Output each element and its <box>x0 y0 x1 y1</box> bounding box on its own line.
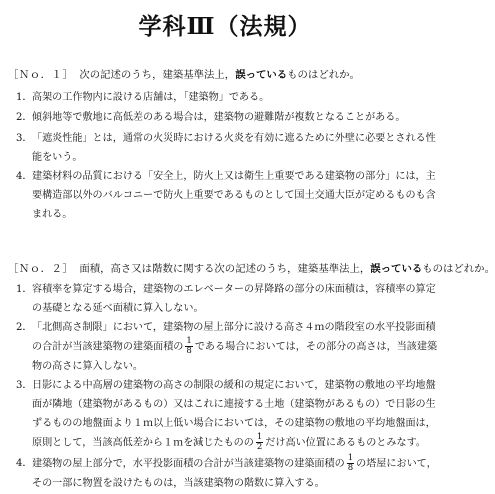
question-1-emphasis: 誤っている <box>235 69 288 81</box>
question-2-number: ［Ｎｏ．２］ <box>8 263 74 275</box>
question-1-stem: 次の記述のうち，建築基準法上，誤っているものはどれか。 <box>79 69 360 81</box>
option-text: 高架の工作物内に設ける店舗は，「建築物」である。 <box>32 92 270 103</box>
fraction-one-eighth: $\frac{1}{8}$ <box>186 336 192 356</box>
question-2-emphasis: 誤っている <box>370 263 423 275</box>
question-1-option-4: 4． 建築材料の品質における「安全上，防火上又は衛生上重要である建築物の部分」には，主要構造部以外のバルコニーで防火上重要であるものとして国土交通大臣が定めるものも含まれる。 <box>16 167 444 224</box>
question-2-option-1: 1． 容積率を算定する場合，建築物のエレベーターの昇降路の部分の床面積は，容積率の算定の基礎となる延べ面積に算入しない。 <box>16 280 444 318</box>
question-2-option-4: 4． 建築物の屋上部分で，水平投影面積の合計が当該建築物の建築面積の $\frac{1}{8}$ の塔屋において，その一部に物置を設けたものは，当該建築物の階数に算入する。 <box>16 454 444 493</box>
question-2-header <box>8 262 495 276</box>
question-2-option-3: 3． 日影による中高層の建築物の高さの制限の緩和の規定において，建築物の敷地の平均地盤面が隣地（建築物があるもの）又はこれに連接する土地（建築物があるもの）で日影の生ずるものの地盤面より１ｍ以上低い場合においては，その建築物の敷地の平均地盤面は，原則として，当該高低差から１ｍを減じたものの $\frac{1}{2}$ だけ高い位置にあるものとみなす。 <box>16 376 444 453</box>
option-text: 「北側高さ制限」において，建築物の屋上部分に設ける高さ４ｍの階段室の水平投影面積の合計が当該建築物の建築面積の $\frac{1}{8}$ である場合においては，その部分の高さは，当該建築物の高さに算入しない。 <box>32 322 438 372</box>
question-2-stem: 面積，高さ又は階数に関する次の記述のうち，建築基準法上，誤っているものはどれか。 <box>79 263 495 275</box>
option-text: 建築物の屋上部分で，水平投影面積の合計が当該建築物の建築面積の $\frac{1}{8}$ の塔屋において，その一部に物置を設けたものは，当該建築物の階数に算入する。 <box>32 453 437 489</box>
question-1-option-3: 3． 「遮炎性能」とは，通常の火災時における火炎を有効に遮るために外壁に必要とされる性能をいう。 <box>16 129 444 167</box>
question-1-header <box>8 68 360 82</box>
option-text: 「遮炎性能」とは，通常の火災時における火炎を有効に遮るために外壁に必要とされる性能をいう。 <box>32 133 436 163</box>
fraction-one-half: $\frac{1}{2}$ <box>256 432 263 452</box>
question-1-option-2: 2． 傾斜地等で敷地に高低差のある場合は，建築物の避難階が複数となることがある。 <box>16 108 444 127</box>
option-text: 容積率を算定する場合，建築物のエレベーターの昇降路の部分の床面積は，容積率の算定の基礎となる延べ面積に算入しない。 <box>32 284 436 314</box>
option-text: 日影による中高層の建築物の高さの制限の緩和の規定において，建築物の敷地の平均地盤面が隣地（建築物があるもの）又はこれに連接する土地（建築物があるもの）で日影の生ずるものの地盤面より１ｍ以上低い場合においては，その建築物の敷地の平均地盤面は，原則として，当該高低差から１ｍを減じたものの $\frac{1}{2}$ だけ高い位置にあるものとみなす。 <box>32 380 436 452</box>
page-title: 学科Ⅲ（法規） <box>138 13 312 40</box>
fraction-one-eighth: $\frac{1}{8}$ <box>347 453 354 473</box>
option-text: 建築材料の品質における「安全上，防火上又は衛生上重要である建築物の部分」には，主要構造部以外のバルコニーで防火上重要であるものとして国土交通大臣が定めるものも含まれる。 <box>32 171 436 220</box>
question-1-option-1: 1． 高架の工作物内に設ける店舗は，「建築物」である。 <box>16 88 444 107</box>
option-text: 傾斜地等で敷地に高低差のある場合は，建築物の避難階が複数となることがある。 <box>32 112 406 123</box>
question-2-option-2: 2． 「北側高さ制限」において，建築物の屋上部分に設ける高さ４ｍの階段室の水平投影面積の合計が当該建築物の建築面積の $\frac{1}{8}$ である場合においては，その部分の高さは，当該建築物の高さに算入しない。 <box>16 318 444 376</box>
question-1-number: ［Ｎｏ．１］ <box>8 69 74 81</box>
